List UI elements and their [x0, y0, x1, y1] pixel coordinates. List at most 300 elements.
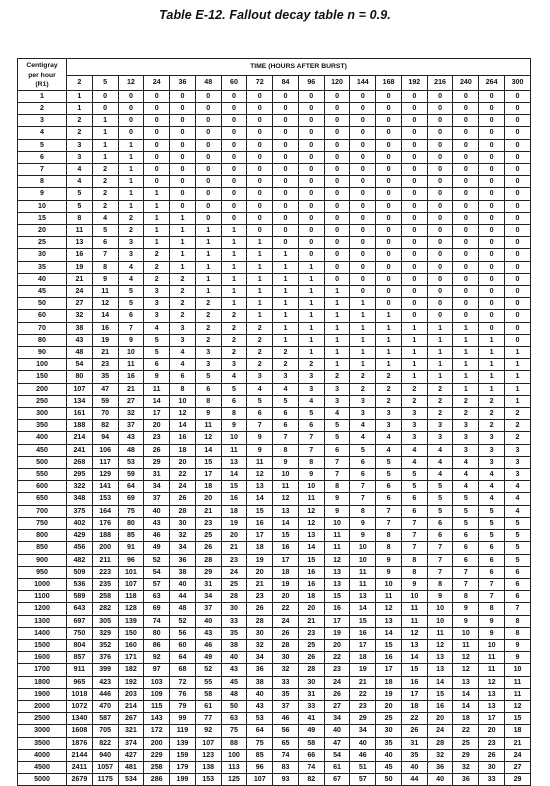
- time-column-header: 240: [453, 75, 479, 90]
- value-cell: 0: [479, 102, 505, 114]
- value-cell: 8: [505, 627, 531, 639]
- value-cell: 123: [195, 749, 221, 761]
- value-cell: 0: [376, 212, 402, 224]
- value-cell: 0: [505, 164, 531, 176]
- value-cell: 4: [427, 444, 453, 456]
- value-cell: 1: [350, 298, 376, 310]
- value-cell: 2: [350, 383, 376, 395]
- dose-rate-cell: 250: [18, 395, 67, 407]
- value-cell: 470: [92, 700, 118, 712]
- value-cell: 0: [376, 102, 402, 114]
- value-cell: 0: [376, 286, 402, 298]
- value-cell: 3: [427, 420, 453, 432]
- value-cell: 2: [170, 310, 196, 322]
- value-cell: 2: [247, 334, 273, 346]
- value-cell: 11: [350, 566, 376, 578]
- dose-rate-cell: 600: [18, 481, 67, 493]
- value-cell: 1: [118, 188, 144, 200]
- value-cell: 0: [376, 298, 402, 310]
- value-cell: 18: [401, 700, 427, 712]
- value-cell: 13: [453, 676, 479, 688]
- value-cell: 72: [170, 676, 196, 688]
- value-cell: 1: [247, 237, 273, 249]
- value-cell: 23: [324, 664, 350, 676]
- value-cell: 76: [170, 688, 196, 700]
- value-cell: 6: [401, 505, 427, 517]
- value-cell: 0: [221, 176, 247, 188]
- value-cell: 22: [273, 603, 299, 615]
- value-cell: 11: [505, 676, 531, 688]
- value-cell: 16: [401, 676, 427, 688]
- value-cell: 34: [144, 481, 170, 493]
- value-cell: 0: [453, 102, 479, 114]
- value-cell: 0: [144, 164, 170, 176]
- value-cell: 63: [221, 713, 247, 725]
- dose-rate-cell: 3: [18, 115, 67, 127]
- value-cell: 1: [376, 347, 402, 359]
- value-cell: 446: [92, 688, 118, 700]
- dose-rate-cell: 1200: [18, 603, 67, 615]
- time-column-header: 36: [170, 75, 196, 90]
- value-cell: 5: [247, 395, 273, 407]
- value-cell: 0: [505, 115, 531, 127]
- value-cell: 1: [221, 249, 247, 261]
- value-cell: 0: [195, 90, 221, 102]
- value-cell: 1: [324, 359, 350, 371]
- dose-rate-cell: 4000: [18, 749, 67, 761]
- dose-rate-cell: 60: [18, 310, 67, 322]
- value-cell: 1: [505, 347, 531, 359]
- value-cell: 0: [195, 102, 221, 114]
- value-cell: 1: [144, 212, 170, 224]
- dose-rate-cell: 800: [18, 530, 67, 542]
- value-cell: 12: [324, 554, 350, 566]
- value-cell: 2: [195, 322, 221, 334]
- value-cell: 8: [479, 603, 505, 615]
- value-cell: 0: [453, 115, 479, 127]
- value-cell: 5: [324, 420, 350, 432]
- value-cell: 1: [67, 90, 93, 102]
- value-cell: 12: [247, 469, 273, 481]
- time-column-header: 96: [298, 75, 324, 90]
- value-cell: 28: [170, 505, 196, 517]
- value-cell: 2: [92, 164, 118, 176]
- value-cell: 1: [92, 115, 118, 127]
- value-cell: 1: [453, 347, 479, 359]
- value-cell: 2: [195, 334, 221, 346]
- value-cell: 57: [144, 578, 170, 590]
- value-cell: 159: [170, 749, 196, 761]
- table-row: [18, 676, 531, 688]
- value-cell: 1: [505, 383, 531, 395]
- value-cell: 2: [324, 371, 350, 383]
- value-cell: 0: [298, 90, 324, 102]
- table-row: [18, 420, 531, 432]
- value-cell: 5: [427, 481, 453, 493]
- value-cell: 18: [247, 542, 273, 554]
- dose-rate-cell: 350: [18, 420, 67, 432]
- value-cell: 0: [350, 102, 376, 114]
- value-cell: 23: [144, 432, 170, 444]
- value-cell: 0: [479, 90, 505, 102]
- value-cell: 0: [273, 237, 299, 249]
- dose-rate-cell: 1500: [18, 639, 67, 651]
- value-cell: 3: [376, 420, 402, 432]
- value-cell: 1: [195, 237, 221, 249]
- value-cell: 32: [273, 664, 299, 676]
- value-cell: 1: [298, 298, 324, 310]
- value-cell: 8: [324, 481, 350, 493]
- value-cell: 54: [67, 359, 93, 371]
- value-cell: 16: [376, 652, 402, 664]
- value-cell: 0: [118, 127, 144, 139]
- value-cell: 14: [376, 627, 402, 639]
- value-cell: 12: [427, 639, 453, 651]
- dose-rate-cell: 5000: [18, 774, 67, 786]
- value-cell: 17: [350, 639, 376, 651]
- dose-rate-cell: 150: [18, 371, 67, 383]
- table-row: [18, 578, 531, 590]
- value-cell: 2: [401, 395, 427, 407]
- value-cell: 28: [247, 615, 273, 627]
- value-cell: 24: [221, 566, 247, 578]
- value-cell: 11: [376, 591, 402, 603]
- value-cell: 2: [195, 310, 221, 322]
- table-row: [18, 469, 531, 481]
- value-cell: 5: [479, 530, 505, 542]
- value-cell: 0: [453, 273, 479, 285]
- value-cell: 13: [324, 566, 350, 578]
- value-cell: 2: [401, 383, 427, 395]
- value-cell: 258: [144, 761, 170, 773]
- value-cell: 2: [350, 371, 376, 383]
- value-cell: 0: [118, 115, 144, 127]
- value-cell: 8: [453, 591, 479, 603]
- value-cell: 6: [350, 456, 376, 468]
- value-cell: 6: [479, 554, 505, 566]
- time-header-row: [18, 75, 531, 90]
- value-cell: 1: [505, 371, 531, 383]
- value-cell: 5: [505, 554, 531, 566]
- value-cell: 295: [67, 469, 93, 481]
- value-cell: 10: [427, 615, 453, 627]
- value-cell: 5: [505, 530, 531, 542]
- value-cell: 4: [505, 493, 531, 505]
- value-cell: 11: [401, 615, 427, 627]
- value-cell: 4: [118, 261, 144, 273]
- value-cell: 11: [195, 420, 221, 432]
- table-row: [18, 517, 531, 529]
- value-cell: 16: [247, 517, 273, 529]
- value-cell: 6: [92, 237, 118, 249]
- value-cell: 12: [298, 517, 324, 529]
- value-cell: 305: [92, 615, 118, 627]
- value-cell: 0: [324, 115, 350, 127]
- value-cell: 9: [350, 517, 376, 529]
- value-cell: 6: [453, 530, 479, 542]
- value-cell: 1: [195, 261, 221, 273]
- value-cell: 96: [118, 554, 144, 566]
- value-cell: 3: [453, 420, 479, 432]
- value-cell: 188: [92, 530, 118, 542]
- value-cell: 0: [401, 164, 427, 176]
- value-cell: 38: [247, 676, 273, 688]
- value-cell: 286: [144, 774, 170, 786]
- value-cell: 282: [92, 603, 118, 615]
- value-cell: 74: [144, 615, 170, 627]
- value-cell: 1: [221, 298, 247, 310]
- value-cell: 5: [453, 517, 479, 529]
- value-cell: 2: [144, 261, 170, 273]
- value-cell: 11: [505, 688, 531, 700]
- value-cell: 2: [67, 127, 93, 139]
- value-cell: 82: [298, 774, 324, 786]
- value-cell: 118: [118, 591, 144, 603]
- value-cell: 0: [376, 151, 402, 163]
- value-cell: 214: [67, 432, 93, 444]
- value-cell: 0: [247, 127, 273, 139]
- value-cell: 1: [453, 371, 479, 383]
- value-cell: 134: [67, 395, 93, 407]
- value-cell: 69: [118, 493, 144, 505]
- value-cell: 1: [401, 322, 427, 334]
- value-cell: 17: [324, 615, 350, 627]
- value-cell: 0: [221, 164, 247, 176]
- value-cell: 88: [221, 737, 247, 749]
- value-cell: 12: [273, 493, 299, 505]
- value-cell: 10: [505, 664, 531, 676]
- value-cell: 22: [170, 469, 196, 481]
- value-cell: 0: [427, 200, 453, 212]
- dose-rate-cell: 450: [18, 444, 67, 456]
- value-cell: 37: [144, 493, 170, 505]
- value-cell: 9: [479, 627, 505, 639]
- value-cell: 12: [479, 676, 505, 688]
- value-cell: 1: [427, 347, 453, 359]
- value-cell: 4: [427, 456, 453, 468]
- dose-rate-cell: 1300: [18, 615, 67, 627]
- value-cell: 2: [92, 200, 118, 212]
- value-cell: 28: [195, 554, 221, 566]
- value-cell: 35: [273, 688, 299, 700]
- table-row: [18, 237, 531, 249]
- value-cell: 7: [118, 322, 144, 334]
- value-cell: 0: [453, 151, 479, 163]
- value-cell: 35: [376, 737, 402, 749]
- dose-rate-cell: 3000: [18, 725, 67, 737]
- value-cell: 23: [298, 627, 324, 639]
- value-cell: 0: [273, 127, 299, 139]
- value-cell: 536: [67, 578, 93, 590]
- value-cell: 92: [144, 652, 170, 664]
- value-cell: 7: [427, 566, 453, 578]
- value-cell: 51: [350, 761, 376, 773]
- value-cell: 423: [92, 676, 118, 688]
- value-cell: 43: [118, 432, 144, 444]
- value-cell: 63: [144, 591, 170, 603]
- value-cell: 6: [221, 395, 247, 407]
- value-cell: 1: [273, 334, 299, 346]
- value-cell: 80: [67, 371, 93, 383]
- value-cell: 0: [427, 298, 453, 310]
- value-cell: 4: [479, 481, 505, 493]
- value-cell: 0: [505, 334, 531, 346]
- value-cell: 0: [427, 286, 453, 298]
- table-row: [18, 286, 531, 298]
- value-cell: 0: [298, 151, 324, 163]
- table-row: [18, 249, 531, 261]
- value-cell: 14: [92, 310, 118, 322]
- value-cell: 23: [221, 554, 247, 566]
- value-cell: 99: [170, 713, 196, 725]
- value-cell: 55: [195, 676, 221, 688]
- value-cell: 48: [221, 688, 247, 700]
- value-cell: 3: [67, 139, 93, 151]
- value-cell: 10: [298, 481, 324, 493]
- value-cell: 24: [67, 286, 93, 298]
- value-cell: 0: [221, 115, 247, 127]
- value-cell: 67: [324, 774, 350, 786]
- value-cell: 11: [453, 639, 479, 651]
- value-cell: 375: [67, 505, 93, 517]
- value-cell: 0: [427, 237, 453, 249]
- value-cell: 0: [479, 127, 505, 139]
- value-cell: 26: [401, 725, 427, 737]
- value-cell: 18: [170, 444, 196, 456]
- value-cell: 0: [427, 273, 453, 285]
- value-cell: 3: [453, 444, 479, 456]
- value-cell: 6: [505, 591, 531, 603]
- value-cell: 12: [195, 432, 221, 444]
- value-cell: 6: [505, 566, 531, 578]
- value-cell: 3: [118, 237, 144, 249]
- value-cell: 0: [350, 212, 376, 224]
- value-cell: 14: [427, 676, 453, 688]
- value-cell: 2: [170, 286, 196, 298]
- value-cell: 10: [350, 554, 376, 566]
- value-cell: 911: [67, 664, 93, 676]
- value-cell: 1: [298, 273, 324, 285]
- value-cell: 9: [144, 371, 170, 383]
- value-cell: 589: [67, 591, 93, 603]
- value-cell: 6: [453, 554, 479, 566]
- value-cell: 16: [92, 322, 118, 334]
- value-cell: 3: [479, 456, 505, 468]
- value-cell: 2: [505, 408, 531, 420]
- value-cell: 3: [195, 347, 221, 359]
- value-cell: 4: [453, 469, 479, 481]
- value-cell: 0: [273, 212, 299, 224]
- value-cell: 0: [221, 188, 247, 200]
- value-cell: 1: [247, 273, 273, 285]
- value-cell: 29: [350, 713, 376, 725]
- value-cell: 11: [144, 383, 170, 395]
- value-cell: 2: [453, 395, 479, 407]
- table-row: [18, 627, 531, 639]
- value-cell: 43: [67, 334, 93, 346]
- value-cell: 15: [350, 615, 376, 627]
- value-cell: 0: [324, 188, 350, 200]
- value-cell: 30: [221, 603, 247, 615]
- value-cell: 40: [221, 652, 247, 664]
- value-cell: 106: [92, 444, 118, 456]
- value-cell: 7: [505, 603, 531, 615]
- value-cell: 75: [118, 505, 144, 517]
- value-cell: 10: [453, 627, 479, 639]
- value-cell: 16: [350, 627, 376, 639]
- value-cell: 41: [298, 713, 324, 725]
- value-cell: 40: [376, 749, 402, 761]
- value-cell: 2: [221, 310, 247, 322]
- value-cell: 5: [195, 371, 221, 383]
- value-cell: 2: [170, 298, 196, 310]
- value-cell: 14: [453, 700, 479, 712]
- value-cell: 69: [144, 603, 170, 615]
- value-cell: 0: [453, 310, 479, 322]
- value-cell: 0: [298, 127, 324, 139]
- value-cell: 10: [221, 432, 247, 444]
- value-cell: 1: [298, 310, 324, 322]
- value-cell: 0: [350, 90, 376, 102]
- value-cell: 139: [170, 737, 196, 749]
- value-cell: 1: [221, 273, 247, 285]
- value-cell: 52: [144, 554, 170, 566]
- value-cell: 0: [505, 286, 531, 298]
- value-cell: 92: [195, 725, 221, 737]
- value-cell: 587: [92, 713, 118, 725]
- value-cell: 48: [118, 444, 144, 456]
- value-cell: 0: [376, 225, 402, 237]
- value-cell: 53: [247, 713, 273, 725]
- value-cell: 0: [273, 139, 299, 151]
- value-cell: 0: [221, 90, 247, 102]
- table-row: [18, 432, 531, 444]
- table-row: [18, 639, 531, 651]
- value-cell: 7: [324, 469, 350, 481]
- value-cell: 1876: [67, 737, 93, 749]
- value-cell: 107: [247, 774, 273, 786]
- value-cell: 0: [427, 212, 453, 224]
- value-cell: 13: [67, 237, 93, 249]
- value-cell: 0: [221, 127, 247, 139]
- value-cell: 3: [505, 456, 531, 468]
- value-cell: 16: [170, 432, 196, 444]
- value-cell: 19: [67, 261, 93, 273]
- value-cell: 0: [350, 237, 376, 249]
- value-cell: 0: [350, 115, 376, 127]
- value-cell: 0: [453, 139, 479, 151]
- value-cell: 0: [479, 151, 505, 163]
- value-cell: 0: [479, 139, 505, 151]
- value-cell: 1: [505, 359, 531, 371]
- value-cell: 17: [401, 688, 427, 700]
- value-cell: 117: [92, 456, 118, 468]
- value-cell: 11: [247, 456, 273, 468]
- value-cell: 9: [505, 652, 531, 664]
- value-cell: 43: [195, 627, 221, 639]
- value-cell: 9: [247, 444, 273, 456]
- dose-rate-cell: 850: [18, 542, 67, 554]
- value-cell: 68: [170, 664, 196, 676]
- dose-rate-cell: 50: [18, 298, 67, 310]
- dose-rate-cell: 5: [18, 139, 67, 151]
- value-cell: 46: [144, 530, 170, 542]
- value-cell: 697: [67, 615, 93, 627]
- value-cell: 0: [376, 127, 402, 139]
- value-cell: 0: [195, 200, 221, 212]
- value-cell: 179: [170, 761, 196, 773]
- value-cell: 3: [221, 359, 247, 371]
